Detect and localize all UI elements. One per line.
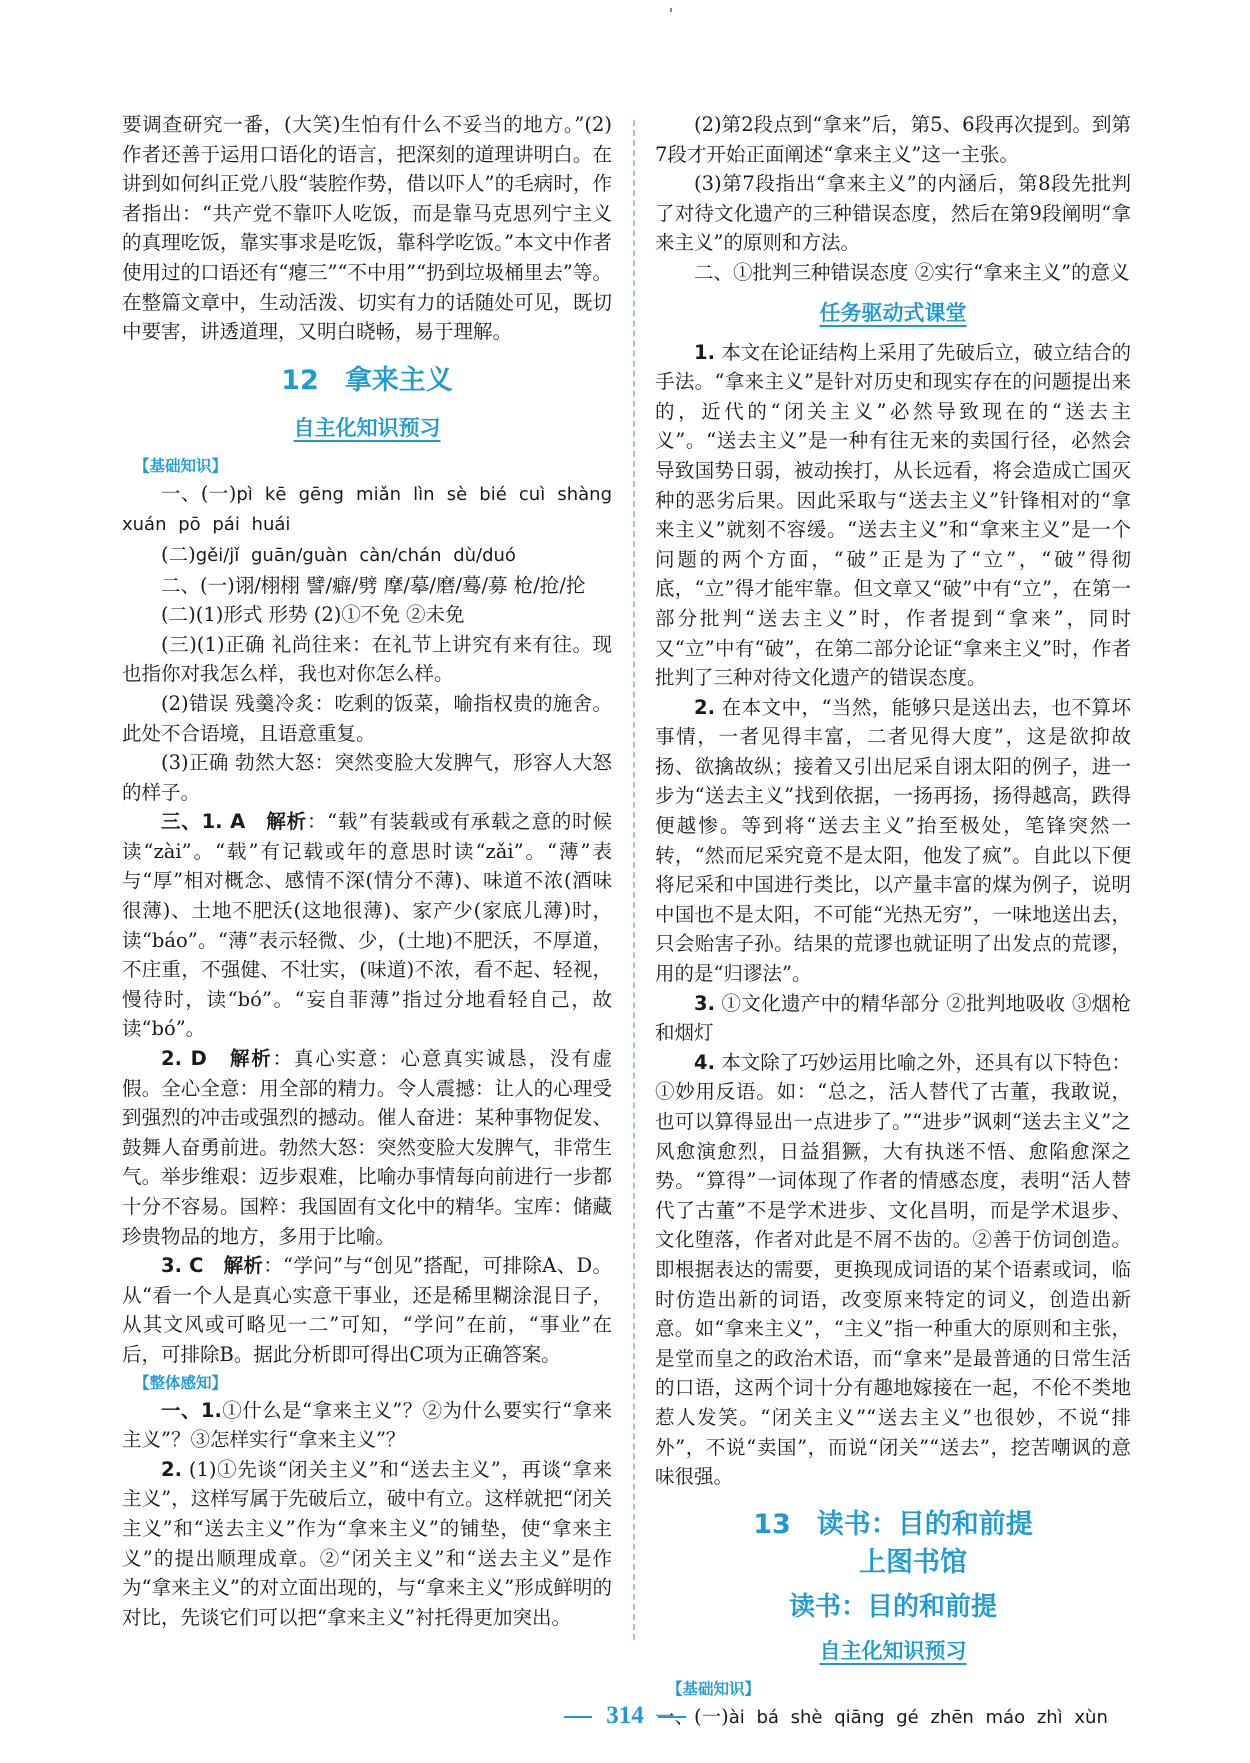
lesson-13-title: [655, 1506, 1131, 1582]
answer-text: 本文除了巧妙运用比喻之外，还具有以下特色：①妙用反语。如：“总之，活人替代了古董，我敢说，也可以算得显出一点进步了。”“进步”讽刺“送去主义”之风愈演愈烈，日益猖獗，大有执迷不悟、愈陷愈深之势。“算得”一词体现了作者的情感态度，表明“活人替代了古董”不是学术进步、文化昌明，而是学术退步、文化堕落，作者对此是不屑不齿的。②善于仿词创造。即根据表达的需要，更换现成词语的某个语素或词，临时仿造出新的词语，改变原来特定的词义，创造出新意。如“拿来主义”，“主义”指一种重大的原则和主张，是堂而皇之的政治术语，而“拿来”是最普通的日常生活的口语，这两个词十分有趣地嫁接在一起，不伦不类地惹人发笑。“闭关主义”“送去主义”也很妙，不说“排外”，不说“卖国”，而说“闭关”“送去”，挖苦嘲讽的意味很强。: [655, 1050, 1131, 1489]
answer-number: 三、1. A: [161, 810, 246, 834]
answer-er-4: (2)错误 残羹冷炙：吃剩的饭菜，喻指权贵的施舍。此处不合语境，且语意重复。: [122, 691, 612, 745]
answer-yi-2: [122, 540, 612, 571]
answer-er-3: (三)(1)正确 礼尚往来：在礼节上讲究有来有往。现也指你对我怎么样，我也对你怎么样。: [122, 632, 612, 686]
answer-prefix: 一、(一): [161, 481, 237, 505]
analysis-label: 解析: [266, 810, 307, 834]
answer-text: 在本文中，“当然，能够只是送出去，也不算坏事情，一者见得丰富，二者见得大度”，这是欲抑故扬、欲擒故纵；接着又引出尼采自诩太阳的例子，进一步为“送去主义”找到依据，一扬再扬，扬得越高，跌得便越惨。等到将“送去主义”抬至极处，笔锋突然一转，“然而尼采究竟不是太阳，他发了疯”。自此以下便将尼采和中国进行类比，以产量丰富的煤为例子，说明中国也不是太阳，不可能“光热无穷”，一味地送出去，只会贻害子孙。结果的荒谬也就证明了出发点的荒谬，用的是“归谬法”。: [655, 695, 1131, 986]
lesson-name-line-2: 上图书馆: [859, 1546, 967, 1578]
lesson-12-title: [122, 359, 612, 403]
tag-basic-knowledge: 【基础知识】: [134, 456, 228, 475]
left-column: [122, 110, 612, 1632]
footer-dash-left: [564, 1716, 592, 1718]
answer-er-5: (3)正确 勃然大怒：突然变脸大发脾气，形容人大怒的样子。: [122, 751, 612, 804]
answer-text: 本文在论证结构上采用了先破后立，破立结合的手法。“拿来主义”是针对历史和现实存在的问题提出来的，近代的“闭关主义”必然导致现在的“送去主义”。“送去主义”是一种有往无来的卖国行径，必然会导致国势日弱，被动挨打，从长远看，将会造成亡国灭种的恶劣后果。因此采取与“送去主义”针锋相对的“拿来主义”就刻不容缓。“送去主义”和“拿来主义”是一个问题的两个方面，“破”正是为了“立”，“破”得彻底，“立”得才能牢靠。但文章又“破”中有“立”，在第一部分批判“送去主义”时，作者提到“拿来”，同时又“立”中有“破”，在第二部分论证“拿来主义”时，作者批判了三种对待文化遗产的错误态度。: [655, 340, 1131, 690]
section-preview-heading: 自主化知识预习: [293, 415, 441, 440]
footer-dash-right: [658, 1716, 686, 1718]
analysis-text: ：“载”有装载或有承载之意的时候读“zài”。“载”有记载或年的意思时读“zǎi”。“薄”表与“厚”相对概念、感情不深(情分不薄)、味道不浓(酒味很薄)、土地不肥沃(这地很薄)、家产少(家底儿薄)时，读“báo”。“薄”表示轻微、少，(土地)不肥沃，不厚道，不庄重，不强健、不壮实，(味道)不浓，看不起、轻视，慢待时，读“bó”。“妄自菲薄”指过分地看轻自己，故读“bó”。: [122, 810, 612, 1041]
answer-number: 3.: [694, 991, 715, 1015]
analysis-text: ：真心实意：心意真实诚恳，没有虚假。全心全意：用全部的精力。令人震撼：让人的心理受到强烈的冲击或强烈的撼动。催人奋进：某种事物促发、鼓舞人奋勇前进。勃然大怒：突然变脸大发脾气，非常生气。举步维艰：迈步艰难，比喻办事情每向前进行一步都十分不容易。国粹：我国固有文化中的精华。宝库：储藏珍贵物品的地方，多用于比喻。: [122, 1047, 612, 1248]
answer-san-1: [122, 807, 612, 1044]
answer-number: 4.: [694, 1050, 715, 1074]
answer-zt-2-3: (3)第7段指出“拿来主义”的内涵后，第8段先批判了对待文化遗产的三种错误态度，然后在第9段阐明“拿来主义”的原则和方法。: [655, 172, 1131, 255]
lesson-number: 12: [281, 364, 319, 396]
section-preview-heading-2: 自主化知识预习: [819, 1638, 967, 1663]
pinyin-list: ài bá shè qiāng gé zhēn máo zhì xùn: [728, 1706, 1108, 1728]
answer-number: 2. D: [161, 1047, 207, 1071]
column-divider: [633, 120, 635, 1640]
pinyin-list: gěi/jǐ guān/guàn càn/chán dù/duó: [195, 544, 516, 566]
answer-number: 2.: [161, 1457, 182, 1481]
section-task-heading: 任务驱动式课堂: [819, 300, 967, 325]
analysis-label: 解析: [223, 1254, 264, 1278]
answer-number: 一、1.: [161, 1398, 222, 1422]
answer-yi-1: [122, 479, 612, 540]
answer-text: (1)①先谈“闭关主义”和“送去主义”，再谈“拿来主义”，这样写属于先破后立，破中有立。这样就把“闭关主义”和“送去主义”作为“拿来主义”的铺垫，使“拿来主义”的提出顺理成章。②“闭关主义”和“送去主义”是作为“拿来主义”的对立面出现的，与“拿来主义”形成鲜明的对比，先谈它们可以把“拿来主义”衬托得更加突出。: [122, 1457, 613, 1629]
lesson-name: 拿来主义: [344, 364, 453, 396]
answer-number: 2.: [694, 695, 715, 719]
answer-prefix: 一、(一): [655, 1704, 729, 1728]
intro-paragraph: 要调查研究一番，(大笑)生怕有什么不妥当的地方。”(2)作者还善于运用口语化的语言，把深刻的道理讲明白。在讲到如何纠正党八股“装腔作势，借以吓人”的毛病时，作者指出：“共产党不靠吓人吃饭，而是靠马克思列宁主义的真理吃饭，靠实事求是吃饭，靠科学吃饭。”本文中作者使用过的口语还有“瘪三”“不中用”“扔到垃圾桶里去”等。在整篇文章中，生动活泼、切实有力的话随处可见，既切中要害，讲透道理，又明白晓畅，易于理解。: [122, 113, 612, 344]
answer-zt-2-2: (2)第2段点到“拿来”后，第5、6段再次提到。到第7段才开始正面阐述“拿来主义”这一主张。: [655, 113, 1131, 166]
answer-zt-er: 二、①批判三种错误态度 ②实行“拿来主义”的意义: [694, 260, 1130, 284]
answer-er-1: 二、(一)诩/栩栩 譬/癖/劈 摩/摹/磨/蓦/募 枪/抢/抡: [161, 573, 586, 597]
pinyin-list: pì kē gēng miǎn lìn sè bié cuì shàng xuán pō pái huái: [122, 483, 613, 536]
task-answer-4: [655, 1048, 1131, 1492]
answer-number: 3. C: [161, 1254, 204, 1278]
right-column: [655, 110, 1131, 1732]
scan-mark: [670, 8, 672, 12]
answer-text: ①什么是“拿来主义”？②为什么要实行“拿来主义”？③怎样实行“拿来主义”？: [122, 1398, 612, 1452]
lesson-name-line-1: 读书：目的和前提: [816, 1508, 1033, 1540]
answer-text: ①文化遗产中的精华部分 ②批判地吸收 ③烟枪和烟灯: [655, 991, 1131, 1045]
tag-whole-perception: 【整体感知】: [134, 1373, 228, 1392]
answer-zt-1: [122, 1396, 612, 1455]
answer-san-3: [122, 1251, 612, 1369]
answer-prefix: (二): [161, 542, 196, 566]
analysis-label: 解析: [229, 1047, 273, 1071]
page-number: 314: [606, 1702, 644, 1729]
lesson-number: 13: [753, 1508, 791, 1540]
answer-number: 1.: [694, 340, 715, 364]
answer-san-2: [122, 1044, 612, 1251]
lesson-13-subtitle: 读书：目的和前提: [788, 1591, 997, 1622]
page-footer: [0, 1702, 1250, 1730]
task-answer-1: [655, 338, 1131, 693]
tag-basic-knowledge-2: 【基础知识】: [667, 1679, 761, 1698]
answer-zt-2: [122, 1455, 612, 1633]
analysis-text: ：“学问”与“创见”搭配，可排除A、D。从“看一个人是真心实意干事业，还是稀里糊涂混日子，从其文风或可略见一二”可知，“学问”在前，“事业”在后，可排除B。据此分析即可得出C项为正确答案。: [122, 1254, 612, 1366]
answer-er-2: (二)(1)形式 形势 (2)①不免 ②未免: [161, 603, 465, 627]
task-answer-2: [655, 693, 1131, 989]
task-answer-3: [655, 989, 1131, 1048]
